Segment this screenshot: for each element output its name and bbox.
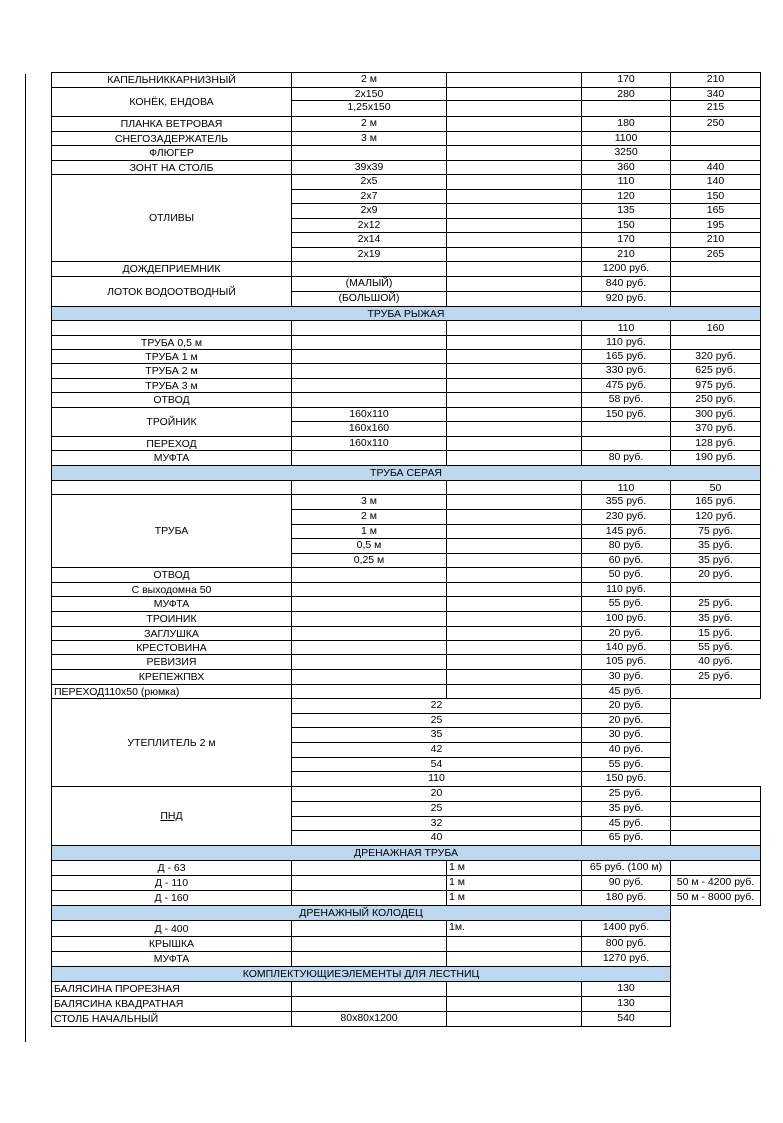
item-unit	[446, 378, 582, 393]
price-a: 110	[581, 174, 671, 190]
table-cell	[446, 524, 582, 539]
item-name: ТРУБА 2 м	[51, 363, 292, 379]
price-a: 230 руб.	[581, 509, 671, 525]
section-header: ДРЕНАЖНАЯ ТРУБА	[51, 845, 761, 861]
table-cell	[446, 538, 582, 554]
price-b: 340	[670, 87, 761, 101]
table-cell	[446, 174, 582, 190]
table-cell	[446, 247, 582, 262]
item-name: ПЕРЕХОД	[51, 436, 292, 451]
item-size	[291, 875, 447, 891]
price-a: 1270 руб.	[581, 951, 671, 967]
item-name: ТРУБА 1 м	[51, 349, 292, 364]
table-cell	[446, 407, 582, 422]
item-size	[291, 582, 447, 597]
price-a	[581, 100, 671, 117]
item-unit: 1 м	[446, 875, 582, 891]
price-b: 195	[670, 218, 761, 233]
item-size	[291, 981, 447, 997]
item-unit	[446, 450, 582, 466]
item-size	[291, 378, 447, 393]
item-unit	[446, 626, 582, 641]
table-cell	[291, 320, 447, 336]
item-unit	[446, 951, 582, 967]
item-size	[291, 936, 447, 952]
item-name: ФЛЮГЕР	[51, 145, 292, 161]
item-unit	[446, 981, 582, 997]
price-a: 45 руб.	[581, 816, 671, 831]
price-b: 625 руб.	[670, 363, 761, 379]
margin-line	[25, 74, 26, 1042]
item-size	[291, 596, 447, 612]
price-a: 30 руб.	[581, 669, 671, 685]
price-a: 1100	[581, 131, 671, 146]
item-size: 2 м	[291, 509, 447, 525]
table-cell	[446, 218, 582, 233]
table-cell	[446, 553, 582, 568]
item-size: 2х12	[291, 218, 447, 233]
item-name: ПЛАНКА ВЕТРОВАЯ	[51, 116, 292, 132]
item-size: 2х5	[291, 174, 447, 190]
item-size: 3 м	[291, 131, 447, 146]
diameter-header: 160	[670, 320, 761, 336]
item-size: 35	[291, 727, 582, 743]
price-a: 1200 руб.	[581, 261, 671, 277]
price-b: 265	[670, 247, 761, 262]
price-b: 370 руб.	[670, 421, 761, 437]
price-a: 50 руб.	[581, 567, 671, 583]
price-a: 355 руб.	[581, 494, 671, 510]
item-size	[291, 363, 447, 379]
price-a: 1400 руб.	[581, 920, 671, 937]
item-name: УТЕПЛИТЕЛЬ 2 м	[51, 698, 292, 787]
price-a: 100 руб.	[581, 611, 671, 627]
item-unit	[446, 131, 582, 146]
price-b	[670, 786, 761, 802]
price-a: 35 руб.	[581, 801, 671, 817]
item-unit	[446, 669, 582, 685]
item-size: 39х39	[291, 160, 447, 175]
price-a: 80 руб.	[581, 450, 671, 466]
item-size: 42	[291, 742, 582, 758]
price-b: 210	[670, 232, 761, 248]
item-name: СТОЛБ НАЧАЛЬНЫЙ	[51, 1011, 292, 1027]
item-name: КАПЕЛЬНИККАРНИЗНЫЙ	[51, 72, 292, 88]
price-b: 55 руб.	[670, 640, 761, 655]
item-size: 110	[291, 771, 582, 787]
item-size: 40	[291, 830, 582, 846]
item-unit	[446, 160, 582, 175]
price-b: 40 руб.	[670, 654, 761, 670]
price-a: 140 руб.	[581, 640, 671, 655]
price-b: 35 руб.	[670, 538, 761, 554]
table-cell	[446, 421, 582, 437]
item-size: 160х110	[291, 436, 447, 451]
price-a: 170	[581, 232, 671, 248]
table-cell	[446, 684, 582, 699]
item-unit	[446, 392, 582, 408]
item-size: 32	[291, 816, 582, 831]
price-a: 145 руб.	[581, 524, 671, 539]
item-size: 80х80х1200	[291, 1011, 447, 1027]
item-unit	[446, 596, 582, 612]
price-a: 180 руб.	[581, 890, 671, 906]
item-size	[291, 920, 447, 937]
price-b: 440	[670, 160, 761, 175]
price-b	[670, 335, 761, 350]
price-b: 15 руб.	[670, 626, 761, 641]
table-cell	[51, 320, 292, 336]
item-name: Д - 160	[51, 890, 292, 906]
price-a: 20 руб.	[581, 626, 671, 641]
item-unit: 1 м	[446, 860, 582, 876]
item-size: (БОЛЬШОЙ)	[291, 291, 447, 307]
table-cell	[446, 189, 582, 204]
item-size	[291, 951, 447, 967]
table-cell	[446, 276, 582, 292]
price-b: 320 руб.	[670, 349, 761, 364]
price-b	[670, 830, 761, 846]
price-a: 150	[581, 218, 671, 233]
item-size	[291, 640, 447, 655]
price-a: 540	[581, 1011, 671, 1027]
price-b	[670, 276, 761, 292]
table-cell	[446, 509, 582, 525]
price-b: 50 м - 8000 руб.	[670, 890, 761, 906]
item-size: 25	[291, 801, 582, 817]
price-a: 150 руб.	[581, 771, 671, 787]
table-cell	[446, 232, 582, 248]
item-name: Д - 110	[51, 875, 292, 891]
item-name: ОТВОД	[51, 392, 292, 408]
price-a: 110 руб.	[581, 582, 671, 597]
item-size: 160х110	[291, 407, 447, 422]
price-b: 975 руб.	[670, 378, 761, 393]
price-a: 800 руб.	[581, 936, 671, 952]
price-a: 40 руб.	[581, 742, 671, 758]
item-size: 2х19	[291, 247, 447, 262]
price-b: 128 руб.	[670, 436, 761, 451]
item-name: ОТВОД	[51, 567, 292, 583]
item-name: БАЛЯСИНА ПРОРЕЗНАЯ	[51, 981, 292, 997]
price-b	[670, 131, 761, 146]
price-a: 130	[581, 996, 671, 1012]
price-a: 25 руб.	[581, 786, 671, 802]
item-name: ЗОНТ НА СТОЛБ	[51, 160, 292, 175]
price-b	[670, 582, 761, 597]
item-size: 2 м	[291, 72, 447, 88]
item-size: 0,5 м	[291, 538, 447, 554]
price-a: 65 руб. (100 м)	[581, 860, 671, 876]
price-b: 35 руб.	[670, 611, 761, 627]
item-name: ТРУБА 0,5 м	[51, 335, 292, 350]
price-a: 840 руб.	[581, 276, 671, 292]
item-size: 54	[291, 757, 582, 772]
price-a: 45 руб.	[581, 684, 671, 699]
item-size: 2х150	[291, 87, 447, 101]
item-unit	[446, 145, 582, 161]
item-size: 0,25 м	[291, 553, 447, 568]
price-a: 55 руб.	[581, 596, 671, 612]
price-b: 35 руб.	[670, 553, 761, 568]
item-size: 1,25х150	[291, 100, 447, 117]
item-unit	[446, 363, 582, 379]
price-a: 105 руб.	[581, 654, 671, 670]
item-unit	[446, 640, 582, 655]
price-b	[670, 816, 761, 831]
price-a: 120	[581, 189, 671, 204]
price-b: 75 руб.	[670, 524, 761, 539]
item-name: С выходомна 50	[51, 582, 292, 597]
item-name: Д - 400	[51, 920, 292, 937]
price-a: 30 руб.	[581, 727, 671, 743]
item-size	[291, 860, 447, 876]
item-name-text: ПНД	[160, 810, 183, 822]
item-unit	[446, 116, 582, 132]
price-b: 150	[670, 189, 761, 204]
price-a: 20 руб.	[581, 698, 671, 714]
item-size: 1 м	[291, 524, 447, 539]
item-name: МУФТА	[51, 450, 292, 466]
table-cell	[446, 494, 582, 510]
item-size	[291, 669, 447, 685]
section-header: ТРУБА СЕРАЯ	[51, 465, 761, 481]
price-b: 250 руб.	[670, 392, 761, 408]
price-a: 210	[581, 247, 671, 262]
item-size: (МАЛЫЙ)	[291, 276, 447, 292]
item-name	[51, 786, 292, 846]
diameter-header: 110	[581, 320, 671, 336]
price-a: 55 руб.	[581, 757, 671, 772]
item-size	[291, 450, 447, 466]
section-header: КОМПЛЕКТУЮЩИЕЭЛЕМЕНТЫ ДЛЯ ЛЕСТНИЦ	[51, 966, 671, 982]
item-name: КРЫШКА	[51, 936, 292, 952]
price-b	[670, 291, 761, 307]
price-a: 65 руб.	[581, 830, 671, 846]
item-unit	[446, 611, 582, 627]
price-a: 150 руб.	[581, 407, 671, 422]
item-size: 20	[291, 786, 582, 802]
price-b: 190 руб.	[670, 450, 761, 466]
diameter-header: 50	[670, 480, 761, 495]
price-a	[581, 421, 671, 437]
item-size	[291, 567, 447, 583]
item-size	[291, 335, 447, 350]
table-cell	[670, 684, 761, 699]
item-unit	[446, 261, 582, 277]
item-unit	[446, 335, 582, 350]
price-a: 60 руб.	[581, 553, 671, 568]
item-size	[291, 611, 447, 627]
item-name: МУФТА	[51, 951, 292, 967]
price-b: 25 руб.	[670, 596, 761, 612]
item-name: ПЕРЕХОД110х50 (рюмка)	[51, 684, 292, 699]
item-unit	[446, 436, 582, 451]
item-name: ДОЖДЕПРИЕМНИК	[51, 261, 292, 277]
price-b: 165 руб.	[670, 494, 761, 510]
item-unit	[446, 654, 582, 670]
price-a: 180	[581, 116, 671, 132]
section-header: ДРЕНАЖНЫЙ КОЛОДЕЦ	[51, 905, 671, 921]
price-a: 135	[581, 203, 671, 219]
item-size	[291, 626, 447, 641]
item-unit	[446, 996, 582, 1012]
price-a: 20 руб.	[581, 713, 671, 728]
item-size	[291, 890, 447, 906]
price-b: 25 руб.	[670, 669, 761, 685]
item-size: 3 м	[291, 494, 447, 510]
item-name: КОНЁК, ЕНДОВА	[51, 87, 292, 117]
item-unit	[446, 1011, 582, 1027]
item-name: МУФТА	[51, 596, 292, 612]
item-size	[291, 261, 447, 277]
price-b: 210	[670, 72, 761, 88]
table-cell	[446, 320, 582, 336]
price-b: 140	[670, 174, 761, 190]
item-size: 2 м	[291, 116, 447, 132]
price-a: 330 руб.	[581, 363, 671, 379]
item-unit: 1 м	[446, 890, 582, 906]
price-b: 50 м - 4200 руб.	[670, 875, 761, 891]
item-size: 22	[291, 698, 582, 714]
item-size	[291, 654, 447, 670]
price-b	[670, 860, 761, 876]
price-a: 280	[581, 87, 671, 101]
item-name: КРЕПЕЖПВХ	[51, 669, 292, 685]
table-cell	[446, 100, 582, 117]
item-unit	[446, 349, 582, 364]
price-a: 3250	[581, 145, 671, 161]
item-size	[291, 392, 447, 408]
item-name: РЕВИЗИЯ	[51, 654, 292, 670]
item-size: 2х14	[291, 232, 447, 248]
item-name: ТРОИНИК	[51, 611, 292, 627]
price-b	[670, 145, 761, 161]
item-name: ЛОТОК ВОДООТВОДНЫЙ	[51, 276, 292, 307]
price-a: 170	[581, 72, 671, 88]
item-name: ОТЛИВЫ	[51, 174, 292, 262]
price-a: 130	[581, 981, 671, 997]
item-name: ТРОЙНИК	[51, 407, 292, 437]
price-a: 80 руб.	[581, 538, 671, 554]
price-b: 300 руб.	[670, 407, 761, 422]
price-b	[670, 801, 761, 817]
item-name: ТРУБА 3 м	[51, 378, 292, 393]
item-unit	[446, 567, 582, 583]
item-size: 2х7	[291, 189, 447, 204]
table-cell	[446, 203, 582, 219]
price-a: 58 руб.	[581, 392, 671, 408]
table-cell	[446, 291, 582, 307]
price-a: 90 руб.	[581, 875, 671, 891]
item-name: БАЛЯСИНА КВАДРАТНАЯ	[51, 996, 292, 1012]
item-name: СНЕГОЗАДЕРЖАТЕЛЬ	[51, 131, 292, 146]
price-a: 360	[581, 160, 671, 175]
diameter-header: 110	[581, 480, 671, 495]
item-name: ЗАГЛУШКА	[51, 626, 292, 641]
price-a: 920 руб.	[581, 291, 671, 307]
price-b: 20 руб.	[670, 567, 761, 583]
item-size	[291, 145, 447, 161]
item-size: 25	[291, 713, 582, 728]
item-unit	[446, 936, 582, 952]
item-size: 160х160	[291, 421, 447, 437]
item-unit	[446, 582, 582, 597]
price-a: 475 руб.	[581, 378, 671, 393]
item-name: ТРУБА	[51, 494, 292, 568]
table-cell	[446, 480, 582, 495]
table-cell	[446, 87, 582, 101]
section-header: ТРУБА РЫЖАЯ	[51, 306, 761, 321]
item-size: 2х9	[291, 203, 447, 219]
item-unit	[446, 72, 582, 88]
item-size	[291, 349, 447, 364]
table-cell	[291, 480, 447, 495]
price-b: 250	[670, 116, 761, 132]
price-a	[581, 436, 671, 451]
price-b: 215	[670, 100, 761, 117]
item-size	[291, 996, 447, 1012]
item-unit: 1м.	[446, 920, 582, 937]
table-cell	[51, 480, 292, 495]
price-b: 165	[670, 203, 761, 219]
item-name: Д - 63	[51, 860, 292, 876]
price-b: 120 руб.	[670, 509, 761, 525]
item-name: КРЕСТОВИНА	[51, 640, 292, 655]
price-a: 110 руб.	[581, 335, 671, 350]
price-a: 165 руб.	[581, 349, 671, 364]
table-cell	[291, 684, 447, 699]
price-b	[670, 261, 761, 277]
